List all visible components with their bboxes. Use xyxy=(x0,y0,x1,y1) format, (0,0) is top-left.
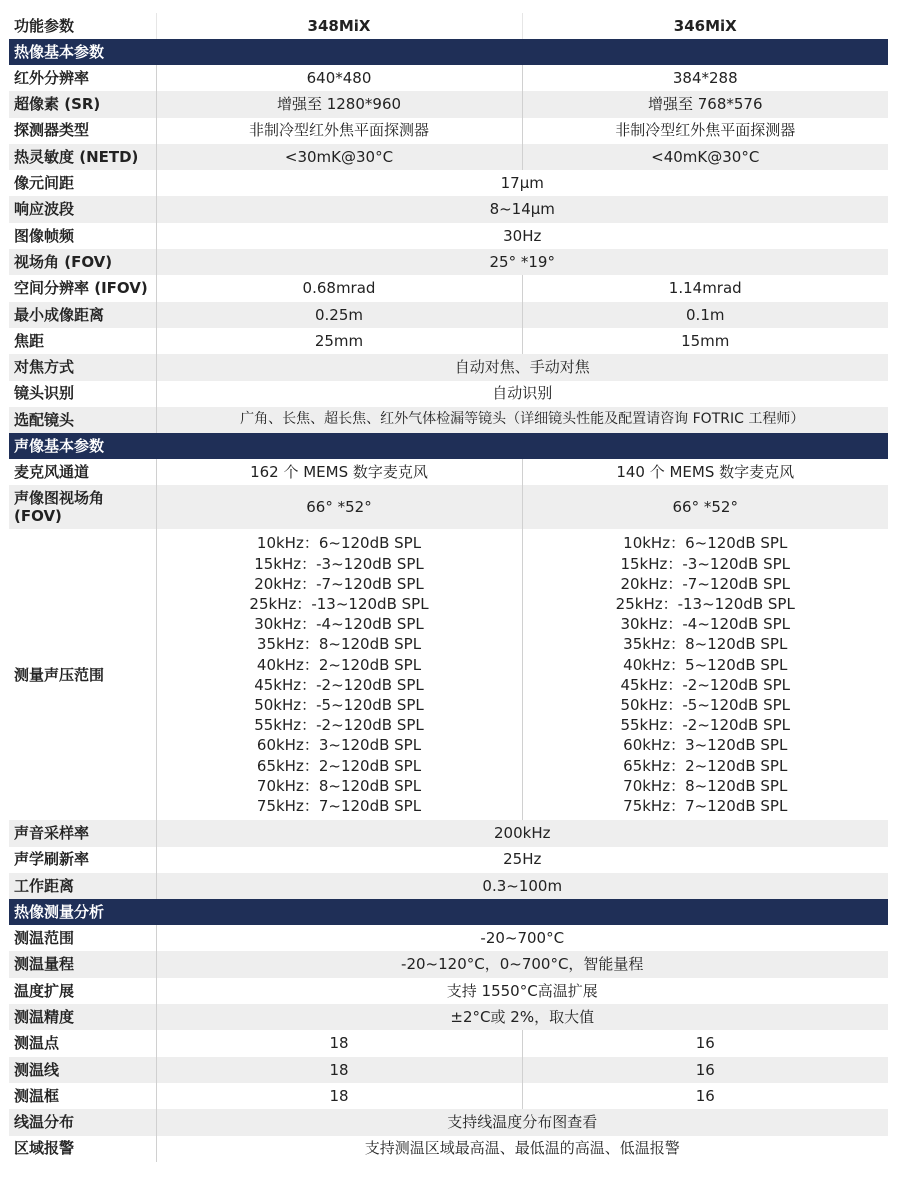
row-value-b: 66° *52° xyxy=(522,485,888,529)
row-value-a: <30mK@30°C xyxy=(156,144,522,170)
spl-line: 60kHz：3~120dB SPL xyxy=(623,736,788,755)
spl-line: 10kHz：6~120dB SPL xyxy=(256,534,422,553)
row-value-a: 66° *52° xyxy=(156,485,522,529)
table-row xyxy=(9,1109,888,1135)
row-value-shared: 25Hz xyxy=(156,847,888,873)
row-label: 测温量程 xyxy=(9,951,156,977)
table-row xyxy=(9,459,888,485)
row-value-shared: 支持线温度分布图查看 xyxy=(156,1109,888,1135)
table-row xyxy=(9,223,888,249)
header-model-a: 348MiX xyxy=(156,13,522,39)
header-label: 功能参数 xyxy=(9,13,156,39)
spl-line: 15kHz：-3~120dB SPL xyxy=(254,554,424,573)
row-value-shared: 200kHz xyxy=(156,820,888,846)
row-value-a: 18 xyxy=(156,1030,522,1056)
row-label: 测温范围 xyxy=(9,925,156,951)
table-header-row xyxy=(9,13,888,39)
row-label: 焦距 xyxy=(9,328,156,354)
row-label: 测温精度 xyxy=(9,1004,156,1030)
row-label: 声像图视场角 (FOV) xyxy=(9,485,156,529)
table-row xyxy=(9,1057,888,1083)
spl-line: 75kHz：7~120dB SPL xyxy=(623,797,788,816)
row-value-shared: 17μm xyxy=(156,170,888,196)
table-row-spl xyxy=(9,529,888,820)
table-row xyxy=(9,925,888,951)
row-label: 声音采样率 xyxy=(9,820,156,846)
section-acoustic xyxy=(9,433,888,459)
row-value-b: 16 xyxy=(522,1057,888,1083)
row-value-a: 18 xyxy=(156,1083,522,1109)
table-row xyxy=(9,1004,888,1030)
spl-line: 10kHz：6~120dB SPL xyxy=(623,534,788,553)
row-value-shared: 8~14μm xyxy=(156,196,888,222)
table-row xyxy=(9,1083,888,1109)
row-label: 探测器类型 xyxy=(9,118,156,144)
row-value-b: <40mK@30°C xyxy=(522,144,888,170)
table-row xyxy=(9,196,888,222)
row-value-a: 162 个 MEMS 数字麦克风 xyxy=(156,459,522,485)
spl-line: 45kHz：-2~120dB SPL xyxy=(254,675,424,694)
row-label: 温度扩展 xyxy=(9,978,156,1004)
spl-line: 50kHz：-5~120dB SPL xyxy=(254,696,424,715)
row-label: 工作距离 xyxy=(9,873,156,899)
row-value-shared: 广角、长焦、超长焦、红外气体检漏等镜头（详细镜头性能及配置请咨询 FOTRIC 工程师） xyxy=(156,407,888,433)
spl-line: 45kHz：-2~120dB SPL xyxy=(620,675,791,694)
row-value-b: 0.1m xyxy=(522,302,888,328)
spl-line: 30kHz：-4~120dB SPL xyxy=(254,615,424,634)
spl-line: 70kHz：8~120dB SPL xyxy=(623,776,788,795)
table-row xyxy=(9,407,888,433)
spl-list-b xyxy=(522,529,888,820)
row-label: 像元间距 xyxy=(9,170,156,196)
table-row xyxy=(9,302,888,328)
table-row xyxy=(9,354,888,380)
row-value-a: 18 xyxy=(156,1057,522,1083)
row-label: 红外分辨率 xyxy=(9,65,156,91)
row-value-shared: 支持测温区域最高温、最低温的高温、低温报警 xyxy=(156,1136,888,1162)
row-value-a: 25mm xyxy=(156,328,522,354)
table-row xyxy=(9,820,888,846)
row-value-a: 增强至 1280*960 xyxy=(156,91,522,117)
spl-line: 25kHz：-13~120dB SPL xyxy=(615,595,795,614)
row-label: 视场角 (FOV) xyxy=(9,249,156,275)
spl-line: 70kHz：8~120dB SPL xyxy=(256,776,422,795)
section-thermal xyxy=(9,39,888,65)
table-row xyxy=(9,275,888,301)
table-row xyxy=(9,144,888,170)
row-value-shared: ±2°C或 2%，取大值 xyxy=(156,1004,888,1030)
spl-line: 75kHz：7~120dB SPL xyxy=(256,797,422,816)
table-row xyxy=(9,1136,888,1162)
table-row xyxy=(9,249,888,275)
table-row xyxy=(9,381,888,407)
row-value-shared: 0.3~100m xyxy=(156,873,888,899)
row-value-shared: 支持 1550°C高温扩展 xyxy=(156,978,888,1004)
table-row xyxy=(9,847,888,873)
row-value-a: 0.68mrad xyxy=(156,275,522,301)
spl-line: 35kHz：8~120dB SPL xyxy=(623,635,788,654)
spl-line: 55kHz：-2~120dB SPL xyxy=(620,716,791,735)
table-row xyxy=(9,485,888,529)
row-value-b: 384*288 xyxy=(522,65,888,91)
spl-line: 65kHz：2~120dB SPL xyxy=(256,756,422,775)
row-value-shared: 自动对焦、手动对焦 xyxy=(156,354,888,380)
row-label: 热灵敏度 (NETD) xyxy=(9,144,156,170)
table-row xyxy=(9,951,888,977)
row-value-shared: 25° *19° xyxy=(156,249,888,275)
table-row xyxy=(9,1030,888,1056)
spl-line: 20kHz：-7~120dB SPL xyxy=(620,574,791,593)
table-row xyxy=(9,170,888,196)
row-label: 图像帧频 xyxy=(9,223,156,249)
table-row xyxy=(9,873,888,899)
table-row xyxy=(9,118,888,144)
spl-line: 40kHz：2~120dB SPL xyxy=(256,655,422,674)
row-label: 响应波段 xyxy=(9,196,156,222)
spec-table xyxy=(9,13,888,1162)
row-value-a: 640*480 xyxy=(156,65,522,91)
row-label: 声学刷新率 xyxy=(9,847,156,873)
row-value-shared: -20~700°C xyxy=(156,925,888,951)
spl-line: 65kHz：2~120dB SPL xyxy=(623,756,788,775)
row-value-b: 非制冷型红外焦平面探测器 xyxy=(522,118,888,144)
row-label: 区域报警 xyxy=(9,1136,156,1162)
row-label: 最小成像距离 xyxy=(9,302,156,328)
section-analysis xyxy=(9,899,888,925)
row-value-b: 15mm xyxy=(522,328,888,354)
row-label: 对焦方式 xyxy=(9,354,156,380)
spl-line: 40kHz：5~120dB SPL xyxy=(623,655,788,674)
row-label: 选配镜头 xyxy=(9,407,156,433)
spl-line: 25kHz：-13~120dB SPL xyxy=(249,595,429,614)
row-value-shared: 30Hz xyxy=(156,223,888,249)
row-value-b: 16 xyxy=(522,1083,888,1109)
table-row xyxy=(9,328,888,354)
row-label: 测温框 xyxy=(9,1083,156,1109)
table-row xyxy=(9,65,888,91)
row-value-b: 1.14mrad xyxy=(522,275,888,301)
row-value-a: 0.25m xyxy=(156,302,522,328)
table-row xyxy=(9,91,888,117)
row-value-b: 140 个 MEMS 数字麦克风 xyxy=(522,459,888,485)
spl-line: 55kHz：-2~120dB SPL xyxy=(254,716,424,735)
section-title: 热像测量分析 xyxy=(9,899,888,925)
spl-list-a xyxy=(156,529,522,820)
row-label: 空间分辨率 (IFOV) xyxy=(9,275,156,301)
spl-line: 20kHz：-7~120dB SPL xyxy=(254,574,424,593)
spl-line: 15kHz：-3~120dB SPL xyxy=(620,554,791,573)
row-value-a: 非制冷型红外焦平面探测器 xyxy=(156,118,522,144)
spl-line: 30kHz：-4~120dB SPL xyxy=(620,615,791,634)
row-label: 测温点 xyxy=(9,1030,156,1056)
row-value-shared: 自动识别 xyxy=(156,381,888,407)
row-value-shared: -20~120°C，0~700°C，智能量程 xyxy=(156,951,888,977)
row-label: 麦克风通道 xyxy=(9,459,156,485)
spl-line: 35kHz：8~120dB SPL xyxy=(256,635,422,654)
spl-line: 50kHz：-5~120dB SPL xyxy=(620,696,791,715)
table-row xyxy=(9,978,888,1004)
row-value-b: 增强至 768*576 xyxy=(522,91,888,117)
header-model-b: 346MiX xyxy=(522,13,888,39)
row-label: 线温分布 xyxy=(9,1109,156,1135)
row-label: 镜头识别 xyxy=(9,381,156,407)
row-label: 测量声压范围 xyxy=(9,529,156,820)
section-title: 热像基本参数 xyxy=(9,39,888,65)
section-title: 声像基本参数 xyxy=(9,433,888,459)
spl-line: 60kHz：3~120dB SPL xyxy=(256,736,422,755)
row-label: 超像素 (SR) xyxy=(9,91,156,117)
row-value-b: 16 xyxy=(522,1030,888,1056)
row-label: 测温线 xyxy=(9,1057,156,1083)
